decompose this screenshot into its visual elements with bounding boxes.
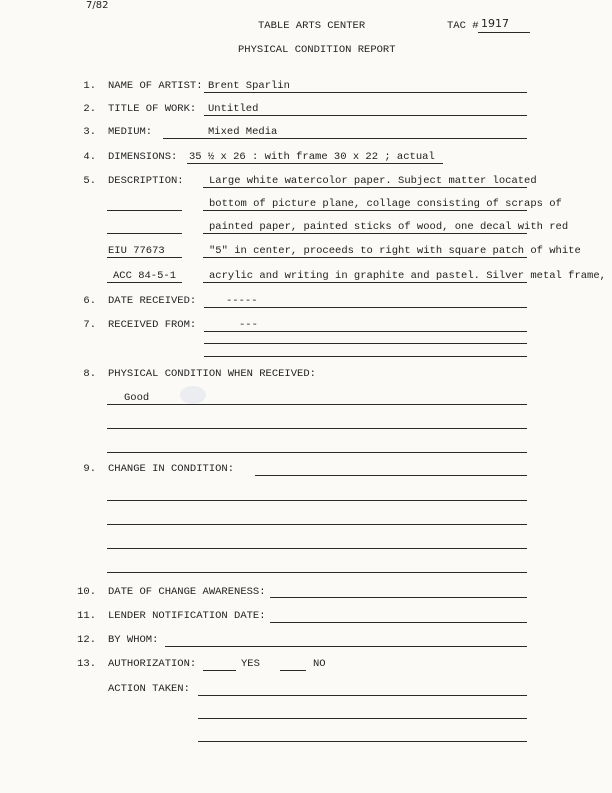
artist-line [204,92,527,93]
item-number-9: 9. [83,463,96,475]
item-number-3: 3. [83,126,96,138]
description-rule-3 [203,233,527,234]
by-whom-label: BY WHOM: [108,634,159,646]
change-line-5 [107,572,527,573]
date-received-label: DATE RECEIVED: [108,295,197,307]
date-received-value: ----- [226,295,258,307]
tac-number: 1917 [481,17,509,30]
title-label: TITLE OF WORK: [108,103,197,115]
yes-label: YES [241,658,260,670]
org-name: TABLE ARTS CENTER [258,20,366,32]
condition-line-3 [107,452,527,453]
item-number-1: 1. [83,80,96,92]
description-line-3: painted paper, painted sticks of wood, one decal with red [209,221,569,233]
item-number-4: 4. [83,151,96,163]
item-number-8: 8. [83,368,96,380]
description-line-5: acrylic and writing in graphite and pastel. Silver metal frame, [209,270,606,282]
title-value: Untitled [208,103,259,115]
condition-line-2 [107,428,527,429]
description-rule-5 [203,282,527,283]
date-received-line [204,307,527,308]
corner-note: 7/82 [86,0,109,11]
description-rule-2a [107,210,182,211]
action-line-2 [198,718,527,719]
item-number-7: 7. [83,319,96,331]
ink-smudge [180,386,206,404]
eiu-number: EIU 77673 [108,245,165,257]
description-label: DESCRIPTION: [108,175,184,187]
acc-number: ACC 84-5-1 [113,270,177,282]
lender-label: LENDER NOTIFICATION DATE: [108,610,266,622]
no-line [280,670,306,671]
condition-line-1 [107,404,527,405]
item-number-6: 6. [83,295,96,307]
description-rule-1 [203,187,527,188]
description-line-2: bottom of picture plane, collage consisting of scraps of [209,198,562,210]
item-number-5: 5. [83,175,96,187]
action-line-3 [198,741,527,742]
tac-label: TAC # [447,20,479,32]
condition-label: PHYSICAL CONDITION WHEN RECEIVED: [108,368,316,380]
item-number-10: 10. [77,586,96,598]
change-line-1 [255,475,527,476]
change-awareness-label: DATE OF CHANGE AWARENESS: [108,586,266,598]
no-label: NO [313,658,326,670]
artist-value: Brent Sparlin [208,80,290,92]
medium-line [163,138,527,139]
tac-underline [478,32,530,33]
page-title: PHYSICAL CONDITION REPORT [238,44,396,56]
change-line-3 [107,524,527,525]
description-line-1: Large white watercolor paper. Subject matter located [209,175,537,187]
received-from-label: RECEIVED FROM: [108,319,197,331]
description-rule-2 [203,210,527,211]
item-number-2: 2. [83,103,96,115]
change-label: CHANGE IN CONDITION: [108,463,235,475]
description-rule-4a [107,257,182,258]
description-rule-3a [107,233,182,234]
action-line-1 [198,695,527,696]
description-rule-5a [107,282,182,283]
condition-value: Good [124,392,150,404]
item-number-12: 12. [77,634,96,646]
description-line-4: "5" in center, proceeds to right with square patch of white [209,245,581,257]
medium-value: Mixed Media [208,126,278,138]
received-from-line-2 [204,343,527,344]
dimensions-line [187,163,443,164]
medium-label: MEDIUM: [108,126,153,138]
item-number-11: 11. [77,610,96,622]
action-label: ACTION TAKEN: [108,683,190,695]
received-from-value: --- [239,319,258,331]
title-line [204,115,527,116]
received-from-line-1 [204,331,527,332]
received-from-line-3 [204,356,527,357]
change-line-4 [107,548,527,549]
dimensions-label: DIMENSIONS: [108,151,178,163]
change-line-2 [107,500,527,501]
artist-label: NAME OF ARTIST: [108,80,203,92]
dimensions-value: 35 ½ x 26 : with frame 30 x 22 ; actual [189,151,435,163]
by-whom-line [165,646,527,647]
item-number-13: 13. [77,658,96,670]
description-rule-4 [203,257,527,258]
yes-line [203,670,236,671]
change-awareness-line [270,597,527,598]
lender-line [270,622,527,623]
authorization-label: AUTHORIZATION: [108,658,197,670]
